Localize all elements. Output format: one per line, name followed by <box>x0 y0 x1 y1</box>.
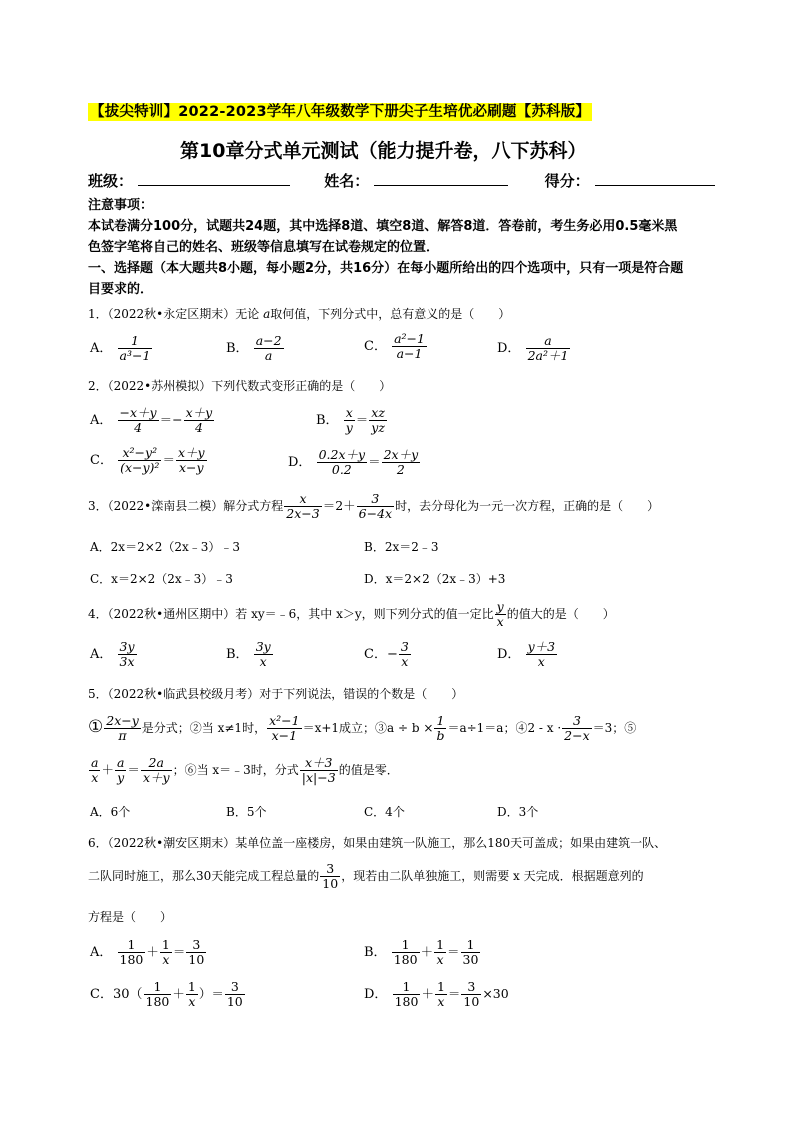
q4-c-label: C．− <box>364 646 398 662</box>
q2-a-mid: ＝− <box>159 411 183 427</box>
q5-l2-d2: y <box>117 769 125 785</box>
q5-s3-frac <box>434 714 446 743</box>
q6-f-num: 3 <box>320 862 340 877</box>
q5-s2-num: x²−1 <box>269 713 300 728</box>
q6-a-eq: ＝ <box>172 943 186 959</box>
q5-option-d[interactable]: D．3个 <box>497 805 539 819</box>
q6-d-frac1 <box>393 980 421 1009</box>
q5-option-c[interactable]: C．4个 <box>364 805 405 819</box>
q5-l2-post: ；⑥当 x＝﹣3时，分式 <box>172 762 299 777</box>
q1-d-den: 2a²＋1 <box>527 347 569 363</box>
q1-c-num: a²−1 <box>394 331 425 346</box>
q4-c-den: x <box>401 653 409 669</box>
q5-l2-frac1 <box>89 756 100 785</box>
q6-line1: 6．（2022秋•潮安区期末）某单位盖一座楼房，如果由建筑一队施工，那么180天可盖成；如果由建筑一队、 <box>88 836 667 850</box>
q2-c-frac1 <box>118 446 161 475</box>
name-label: 姓名： <box>324 172 370 190</box>
q2-d-label: D． <box>288 454 312 470</box>
q4-c-num: 3 <box>400 639 409 654</box>
q1-stem <box>88 305 510 322</box>
q6-b-frac2 <box>434 938 446 967</box>
q4-stem-tail: 的值大的是（ ） <box>506 606 615 621</box>
q6-a-n1: 1 <box>118 938 146 953</box>
q5-s4-num: 3 <box>562 714 591 729</box>
q4-b-label: B． <box>226 646 249 662</box>
q6-c-frac1 <box>144 980 172 1009</box>
q2-d-d2: 2 <box>396 461 405 477</box>
q2-a-d2: 4 <box>194 419 203 435</box>
q3-frac1 <box>284 492 321 521</box>
q2-a-frac1 <box>118 406 159 435</box>
q6-line2-post: ，现若由二队单独施工，则需要 x 天完成．根据题意列的 <box>341 868 644 883</box>
q1-b-label: B． <box>226 340 249 356</box>
q4-a-num: 3y <box>119 639 135 654</box>
q5-s1-post: 是分式；②当 x≠1时， <box>141 720 267 735</box>
q6-c-frac2 <box>186 980 198 1009</box>
q5-s1-marker: ① <box>88 716 104 737</box>
q6-b-n1: 1 <box>392 938 420 953</box>
q5-l2-frac3 <box>141 756 172 785</box>
q4-stem <box>88 600 615 629</box>
q2-b-d2: yz <box>371 419 385 435</box>
q4-d-num: y＋3 <box>527 639 556 654</box>
q1-b-fraction <box>254 334 284 363</box>
section1-heading <box>88 257 683 276</box>
q6-f-den: 10 <box>322 875 339 891</box>
q6-a-d1: 180 <box>119 951 144 967</box>
q5-option-a[interactable]: A．6个 <box>90 805 131 819</box>
q5-l2-d3: x＋y <box>142 769 170 785</box>
q4-d-den: x <box>537 653 545 669</box>
q1-option-b[interactable] <box>226 334 285 363</box>
q6-c-n3: 3 <box>225 980 245 995</box>
name-field[interactable] <box>374 171 508 186</box>
q4-a-fraction <box>118 640 137 669</box>
q2-d-d1: 0.2 <box>331 461 352 477</box>
q6-d-n3: 3 <box>461 980 481 995</box>
q4-b-den: x <box>259 653 267 669</box>
q5-l2-n2: a <box>116 755 125 770</box>
q6-c-close: ）＝ <box>198 985 224 1001</box>
q6-option-b[interactable] <box>364 938 481 967</box>
q2-stem: 2．（2022•苏州模拟）下列代数式变形正确的是（ ） <box>88 379 392 393</box>
q5-l2-frac4 <box>300 756 338 785</box>
q6-c-plus: ＋ <box>172 985 185 1001</box>
score-field[interactable] <box>595 171 715 186</box>
q2-b-frac1 <box>344 406 355 435</box>
q1-c-fraction <box>392 332 427 361</box>
q5-s2-den: x−1 <box>271 727 298 743</box>
q2-c-d1: (x−y)² <box>120 459 160 475</box>
q3-option-c[interactable]: C．x＝2×2（2x﹣3）﹣3 <box>90 572 233 586</box>
q3-stem-tail: 时，去分母化为一元一次方程，正确的是（ ） <box>395 498 660 513</box>
q6-d-frac3 <box>461 980 481 1009</box>
q6-line3: 方程是（ ） <box>88 910 173 924</box>
q1-stem-tail: 取何值，下列分式中，总有意义的是（ ） <box>270 307 511 321</box>
q4-d-fraction <box>526 640 558 669</box>
q4-option-a[interactable] <box>90 640 138 669</box>
q6-c-frac3 <box>225 980 245 1009</box>
q6-a-label: A． <box>90 944 113 960</box>
q2-a-d1: 4 <box>134 419 143 435</box>
notes-line2: 色签字笔将自己的姓名、班级等信息填写在试卷规定的位置． <box>88 240 440 255</box>
q2-d-n2: 2x＋y <box>383 447 419 462</box>
q6-a-frac2 <box>160 938 172 967</box>
q6-line2-pre: 二队同时施工，那么30天能完成工程总量的 <box>88 868 320 883</box>
q6-c-d3: 10 <box>226 993 243 1009</box>
q5-s3-num: 1 <box>434 714 446 729</box>
q6-option-d[interactable] <box>364 980 509 1009</box>
q5-l2-n3: 2a <box>141 756 172 771</box>
q1-a-den: a³−1 <box>119 347 151 363</box>
q6-d-d3: 10 <box>463 993 480 1009</box>
q5-l2-eq: ＝ <box>127 761 140 777</box>
q1-c-den: a−1 <box>396 345 423 361</box>
q4-f-num: y <box>496 599 504 614</box>
q6-d-n2: 1 <box>436 979 445 994</box>
q2-c-label: C． <box>90 452 113 468</box>
q6-b-frac3 <box>461 938 481 967</box>
q1-a-num: 1 <box>118 334 153 349</box>
q6-a-n2: 1 <box>161 937 170 952</box>
q2-d-frac2 <box>382 448 421 477</box>
q2-b-d1: y <box>345 419 353 435</box>
q3-f2-num: 3 <box>357 492 394 507</box>
q5-l2-tail: 的值是零． <box>338 762 399 777</box>
q2-c-n1: x²−y² <box>118 446 161 461</box>
q5-l2-n4: x＋3 <box>300 756 338 771</box>
q2-a-frac2 <box>184 406 215 435</box>
q3-option-b[interactable]: B．2x＝2﹣3 <box>364 540 439 554</box>
q2-a-label: A． <box>90 412 113 428</box>
q5-s3-post: ＝a÷1＝a；④2 - x · <box>447 720 562 735</box>
q6-c-d2: x <box>188 993 196 1009</box>
banner-text: 【拔尖特训】2022-2023学年八年级数学下册尖子生培优必刷题【苏科版】 <box>90 104 591 120</box>
q2-b-n2: xz <box>369 406 387 421</box>
q2-b-n1: x <box>345 405 353 420</box>
q5-s4-den: 2−x <box>564 727 590 743</box>
q4-f-den: x <box>496 613 504 629</box>
q6-c-n1: 1 <box>144 980 172 995</box>
q1-d-fraction <box>526 334 571 363</box>
q6-d-times: ×30 <box>482 985 509 1001</box>
q4-b-num: 3y <box>255 639 271 654</box>
q5-statements-line2 <box>88 756 399 785</box>
q5-s1-num: 2x−y <box>106 713 139 728</box>
notes-line1: 本试卷满分100分，试题共24题，其中选择8道、填空8道、解答8道．答卷前，考生务必用0.5毫米黑 <box>88 219 678 234</box>
q2-option-d[interactable] <box>288 448 421 477</box>
q2-b-frac2 <box>369 406 387 435</box>
q2-b-label: B． <box>316 412 339 428</box>
q2-a-n2: x＋y <box>185 405 213 420</box>
q6-a-frac1 <box>118 938 146 967</box>
q6-d-eq: ＝ <box>447 985 461 1001</box>
q6-a-n3: 3 <box>186 938 206 953</box>
q6-b-frac1 <box>392 938 420 967</box>
q5-s2-post: ＝x+1成立；③a ÷ b × <box>302 720 434 735</box>
q2-b-mid: ＝ <box>355 411 369 427</box>
q4-c-fraction <box>399 640 411 669</box>
q5-stem: 5．（2022秋•临武县校级月考）对于下列说法，错误的个数是（ ） <box>88 687 464 701</box>
info-fields <box>88 170 715 191</box>
q6-b-eq: ＝ <box>447 943 460 959</box>
q6-b-d1: 180 <box>393 951 418 967</box>
q6-d-d2: x <box>437 993 445 1009</box>
q4-stem-text: 4．（2022秋•通州区期中）若 xy＝﹣6，其中 x＞y，则下列分式的值一定比 <box>88 606 494 621</box>
q6-a-plus: ＋ <box>146 943 159 959</box>
notes-heading: 注意事项： <box>88 198 154 213</box>
q2-d-frac1 <box>317 448 368 477</box>
q6-frac <box>320 862 340 891</box>
class-label: 班级： <box>88 172 134 190</box>
q2-c-d2: x−y <box>178 459 204 475</box>
q6-d-d1: 180 <box>394 993 419 1009</box>
q6-d-label: D． <box>364 986 388 1002</box>
q5-s1-frac <box>104 714 141 743</box>
q1-b-num: a−2 <box>255 333 282 348</box>
q6-a-d2: x <box>162 951 170 967</box>
q2-a-n1: −x＋y <box>119 405 157 420</box>
q6-b-n2: 1 <box>436 937 445 952</box>
q5-s2-frac <box>267 714 302 743</box>
q3-option-a[interactable]: A．2x＝2×2（2x﹣3）﹣3 <box>90 540 241 554</box>
q4-frac <box>495 600 506 629</box>
q4-d-label: D． <box>497 646 521 662</box>
q5-option-b[interactable]: B．5个 <box>226 805 267 819</box>
q1-option-c[interactable] <box>364 332 428 361</box>
q6-c-label: C．30（ <box>90 986 143 1002</box>
q1-a-fraction <box>118 334 153 363</box>
q6-b-d3: 30 <box>462 951 479 967</box>
q2-option-c[interactable] <box>90 446 208 475</box>
q1-var: a <box>263 307 271 321</box>
q5-l2-n1: a <box>91 755 99 770</box>
q1-option-d[interactable] <box>497 334 571 363</box>
q4-b-fraction <box>254 640 273 669</box>
q6-b-d2: x <box>436 951 444 967</box>
q3-f2-den: 6−4x <box>358 505 393 521</box>
q5-l2-d1: x <box>91 769 99 785</box>
section1-heading-line2: 目要求的． <box>88 282 154 297</box>
q5-l2-d4: |x|−3 <box>301 769 336 785</box>
q6-b-label: B． <box>364 944 387 960</box>
q6-a-frac3 <box>186 938 206 967</box>
q4-option-b[interactable] <box>226 640 274 669</box>
q3-f1-num: x <box>284 492 321 507</box>
q3-stem-text: 3．（2022•滦南县二模）解分式方程 <box>88 498 284 513</box>
q1-a-label: A． <box>90 340 113 356</box>
q1-stem-text: 1．（2022秋•永定区期末）无论 <box>88 307 260 321</box>
banner <box>88 100 592 121</box>
q2-option-a[interactable] <box>90 406 215 435</box>
q2-d-n1: 0.2x＋y <box>318 447 366 462</box>
q4-a-den: 3x <box>119 653 135 669</box>
q4-option-d[interactable] <box>497 640 558 669</box>
q5-l2-plus: ＋ <box>101 761 114 777</box>
q6-d-n1: 1 <box>393 980 421 995</box>
page-title: 第10章分式单元测试（能力提升卷，八下苏科） <box>180 140 587 162</box>
q2-c-frac2 <box>176 446 207 475</box>
q4-option-c[interactable] <box>364 640 412 669</box>
q3-mid: ＝2＋ <box>322 497 356 513</box>
q1-b-den: a <box>264 347 273 363</box>
q3-frac2 <box>357 492 394 521</box>
q1-option-a[interactable] <box>90 334 153 363</box>
q5-statements-line1 <box>88 714 636 743</box>
q5-s4-frac <box>562 714 591 743</box>
q3-f1-den: 2x−3 <box>286 505 320 521</box>
section1-heading-bold: 一、选择题（本大题共8小题，每小题2分，共16分） <box>88 261 398 276</box>
q6-a-d3: 10 <box>188 951 205 967</box>
q6-c-d1: 180 <box>145 993 170 1009</box>
q2-option-b[interactable] <box>316 406 388 435</box>
q6-d-frac2 <box>435 980 447 1009</box>
q5-l2-frac2 <box>115 756 126 785</box>
q2-c-n2: x＋y <box>177 445 205 460</box>
q6-line2 <box>88 862 644 891</box>
q2-d-mid: ＝ <box>368 453 381 469</box>
q6-c-n2: 1 <box>187 979 196 994</box>
q6-option-a[interactable] <box>90 938 207 967</box>
q5-s4-post: ＝3；⑤ <box>592 720 637 735</box>
q1-d-label: D． <box>497 340 521 356</box>
q3-option-d[interactable]: D．x＝2×2（2x﹣3）+3 <box>364 572 506 586</box>
q6-option-c[interactable] <box>90 980 246 1009</box>
q6-b-plus: ＋ <box>420 943 434 959</box>
q4-a-label: A． <box>90 646 113 662</box>
class-field[interactable] <box>138 171 290 186</box>
q2-c-mid: ＝ <box>162 451 175 467</box>
q1-d-num: a <box>526 334 571 349</box>
score-label: 得分： <box>544 172 590 190</box>
q5-s1-den: π <box>118 727 127 743</box>
q1-c-label: C． <box>364 338 387 354</box>
q6-d-plus: ＋ <box>421 985 434 1001</box>
q3-stem <box>88 492 659 521</box>
q5-s3-den: b <box>436 727 445 743</box>
q6-b-n3: 1 <box>461 938 481 953</box>
section1-heading-rest: 在每小题所给出的四个选项中，只有一项是符合题 <box>397 261 684 276</box>
